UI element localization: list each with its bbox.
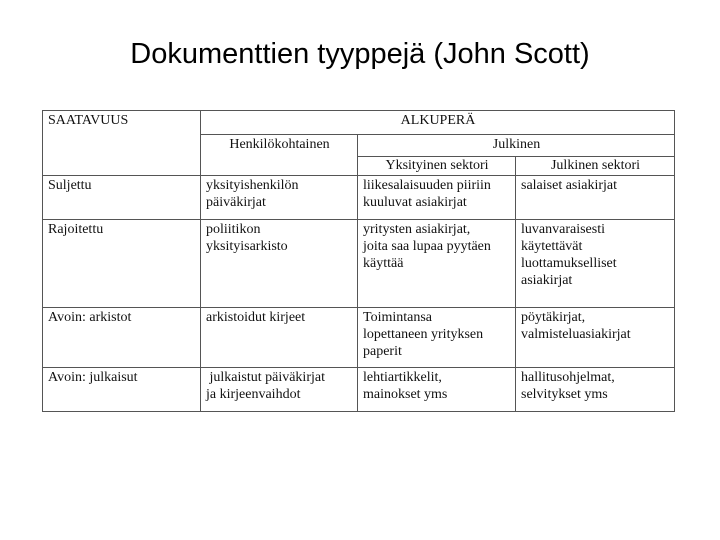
cell-private-sector <box>358 368 516 412</box>
cell-public-sector <box>516 308 675 368</box>
cell-line: liikesalaisuuden piiriin <box>363 178 491 193</box>
header-row <box>43 111 675 135</box>
cell-line: käyttää <box>363 256 404 271</box>
cell-line: käytettävät <box>521 239 583 254</box>
cell-private-sector <box>358 220 516 308</box>
cell-line: päiväkirjat <box>206 195 266 210</box>
cell-line: poliitikon <box>206 222 261 237</box>
cell-personal <box>201 308 358 368</box>
header-yksityinen-sektori: Yksityinen sektori <box>358 157 516 176</box>
cell-line: Toimintansa <box>363 310 433 325</box>
document-types-table-container <box>42 110 674 412</box>
cell-line: kuuluvat asiakirjat <box>363 195 467 210</box>
row-label: Avoin: julkaisut <box>43 368 201 412</box>
cell-line: mainokset yms <box>363 387 448 402</box>
cell-line: ja kirjeenvaihdot <box>206 387 301 402</box>
header-henkilokohtainen: Henkilökohtainen <box>201 135 358 176</box>
cell-private-sector <box>358 308 516 368</box>
cell-line: yritysten asiakirjat, <box>363 222 471 237</box>
cell-line: arkistoidut kirjeet <box>206 310 306 325</box>
cell-personal <box>201 220 358 308</box>
cell-line: selvitykset yms <box>521 387 608 402</box>
cell-line: paperit <box>363 344 402 359</box>
cell-public-sector <box>516 368 675 412</box>
header-saatavuus: SAATAVUUS <box>43 111 201 176</box>
header-julkinen: Julkinen <box>358 135 675 157</box>
cell-line: luvanvaraisesti <box>521 222 605 237</box>
cell-line: luottamukselliset <box>521 256 617 271</box>
cell-line: hallitusohjelmat, <box>521 370 615 385</box>
page-title: Dokumenttien tyyppejä (John Scott) <box>130 38 590 70</box>
document-types-table <box>42 110 675 412</box>
header-alkupera: ALKUPERÄ <box>201 111 675 135</box>
cell-line: yksityisarkisto <box>206 239 288 254</box>
cell-line: lehtiartikkelit, <box>363 370 442 385</box>
table-row <box>43 176 675 220</box>
cell-private-sector <box>358 176 516 220</box>
cell-line: salaiset asiakirjat <box>521 178 618 193</box>
cell-line: pöytäkirjat, <box>521 310 586 325</box>
header-julkinen-sektori: Julkinen sektori <box>516 157 675 176</box>
row-label: Avoin: arkistot <box>43 308 201 368</box>
table-row <box>43 368 675 412</box>
cell-line: lopettaneen yrityksen <box>363 327 484 342</box>
cell-line: joita saa lupaa pyytäen <box>363 239 491 254</box>
table-row <box>43 308 675 368</box>
cell-line: valmisteluasiakirjat <box>521 327 631 342</box>
row-label: Rajoitettu <box>43 220 201 308</box>
cell-public-sector <box>516 176 675 220</box>
cell-personal <box>201 176 358 220</box>
table-row <box>43 220 675 308</box>
cell-line: julkaistut päiväkirjat <box>206 370 325 385</box>
cell-line: asiakirjat <box>521 273 573 288</box>
cell-personal <box>201 368 358 412</box>
row-label: Suljettu <box>43 176 201 220</box>
cell-public-sector <box>516 220 675 308</box>
cell-line: yksityishenkilön <box>206 178 299 193</box>
